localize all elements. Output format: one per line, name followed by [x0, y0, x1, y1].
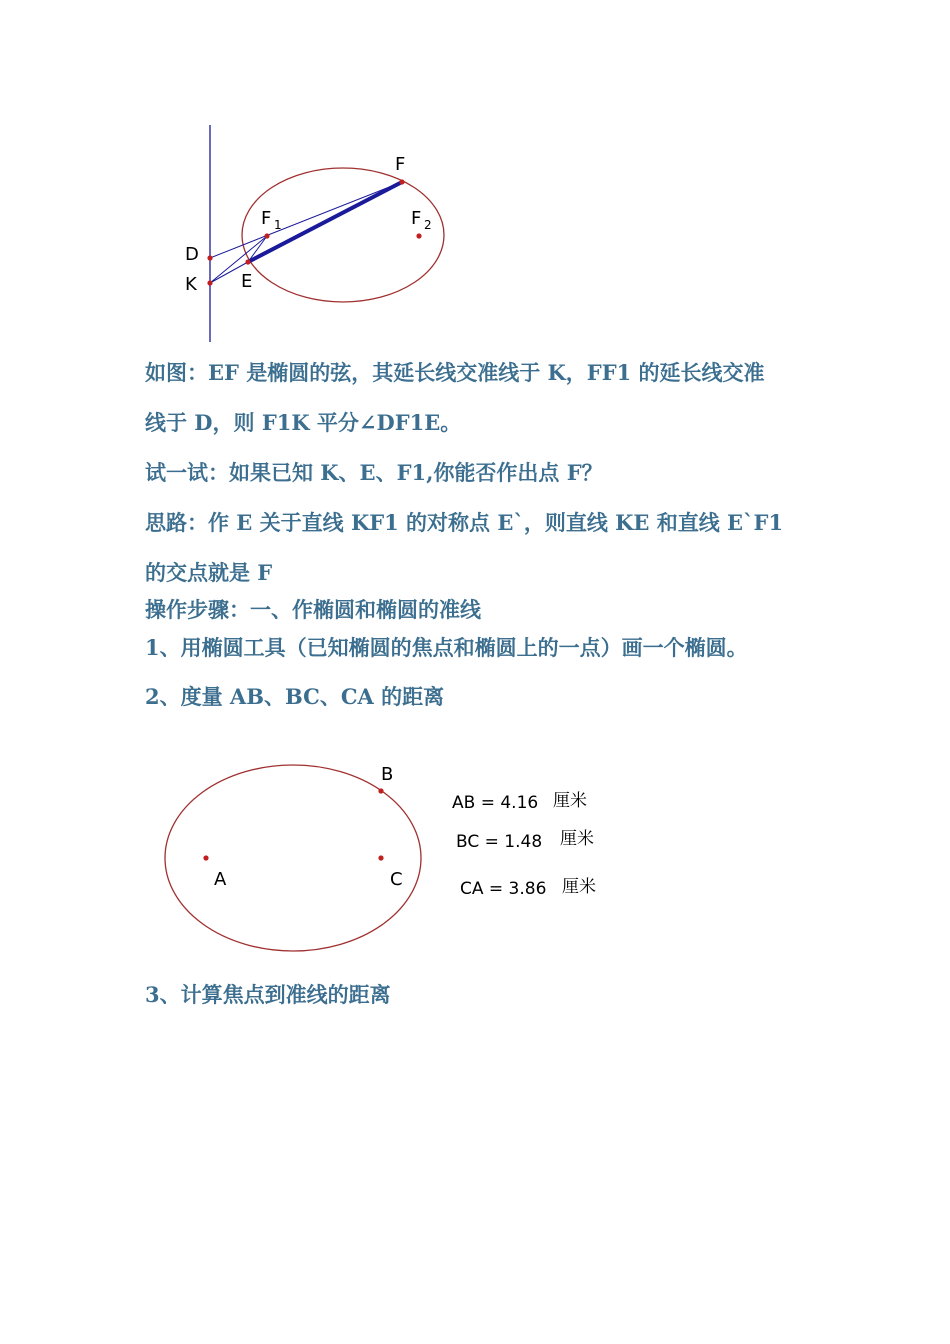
figure-ellipse-chord — [170, 120, 460, 345]
paragraph-1: 如图：EF 是椭圆的弦，其延长线交准线于 K，FF1 的延长线交准 — [145, 360, 765, 385]
line-k-f1 — [210, 236, 267, 283]
label-b: B — [381, 764, 394, 785]
measurement-ab-unit: 厘米 — [553, 791, 587, 811]
label-e: E — [241, 271, 253, 292]
label-f1: F — [261, 208, 272, 229]
paragraph-3: 试一试：如果已知 K、E、F1,你能否作出点 F？ — [145, 460, 603, 485]
label-k: K — [185, 274, 197, 295]
paragraph-8: 2、度量 AB、BC、CA 的距离 — [145, 684, 445, 709]
paragraph-7: 1、用椭圆工具（已知椭圆的焦点和椭圆上的一点）画一个椭圆。 — [145, 635, 748, 660]
label-c: C — [390, 869, 403, 890]
point-f — [399, 179, 404, 184]
point-a — [203, 855, 208, 860]
point-f2 — [416, 233, 421, 238]
paragraph-6: 操作步骤：一、作椭圆和椭圆的准线 — [145, 597, 481, 622]
measurement-ca: CA = 3.86 — [460, 879, 547, 899]
figure-ellipse-measure — [155, 758, 625, 958]
label-f: F — [395, 154, 406, 175]
point-f1 — [264, 233, 269, 238]
line-d-f — [210, 182, 402, 258]
label-f1-sub: 1 — [274, 218, 282, 232]
paragraph-9: 3、计算焦点到准线的距离 — [145, 982, 391, 1007]
measurement-bc: BC = 1.48 — [456, 832, 543, 852]
point-d — [207, 255, 212, 260]
label-d: D — [185, 244, 199, 265]
measurement-bc-unit: 厘米 — [560, 829, 594, 849]
measurement-ca-unit: 厘米 — [562, 877, 596, 897]
label-a: A — [214, 869, 227, 890]
label-f2: F — [411, 208, 422, 229]
paragraph-5: 的交点就是 F — [145, 560, 273, 585]
ellipse-curve — [242, 168, 444, 302]
point-c — [378, 855, 383, 860]
paragraph-4: 思路：作 E 关于直线 KF1 的对称点 E`，则直线 KE 和直线 E`F1 — [145, 510, 784, 535]
point-b — [378, 788, 383, 793]
label-f2-sub: 2 — [424, 218, 432, 232]
point-e — [245, 259, 250, 264]
paragraph-2: 线于 D，则 F1K 平分∠DF1E。 — [145, 410, 462, 435]
point-k — [207, 280, 212, 285]
measurement-ab: AB = 4.16 — [452, 793, 539, 813]
